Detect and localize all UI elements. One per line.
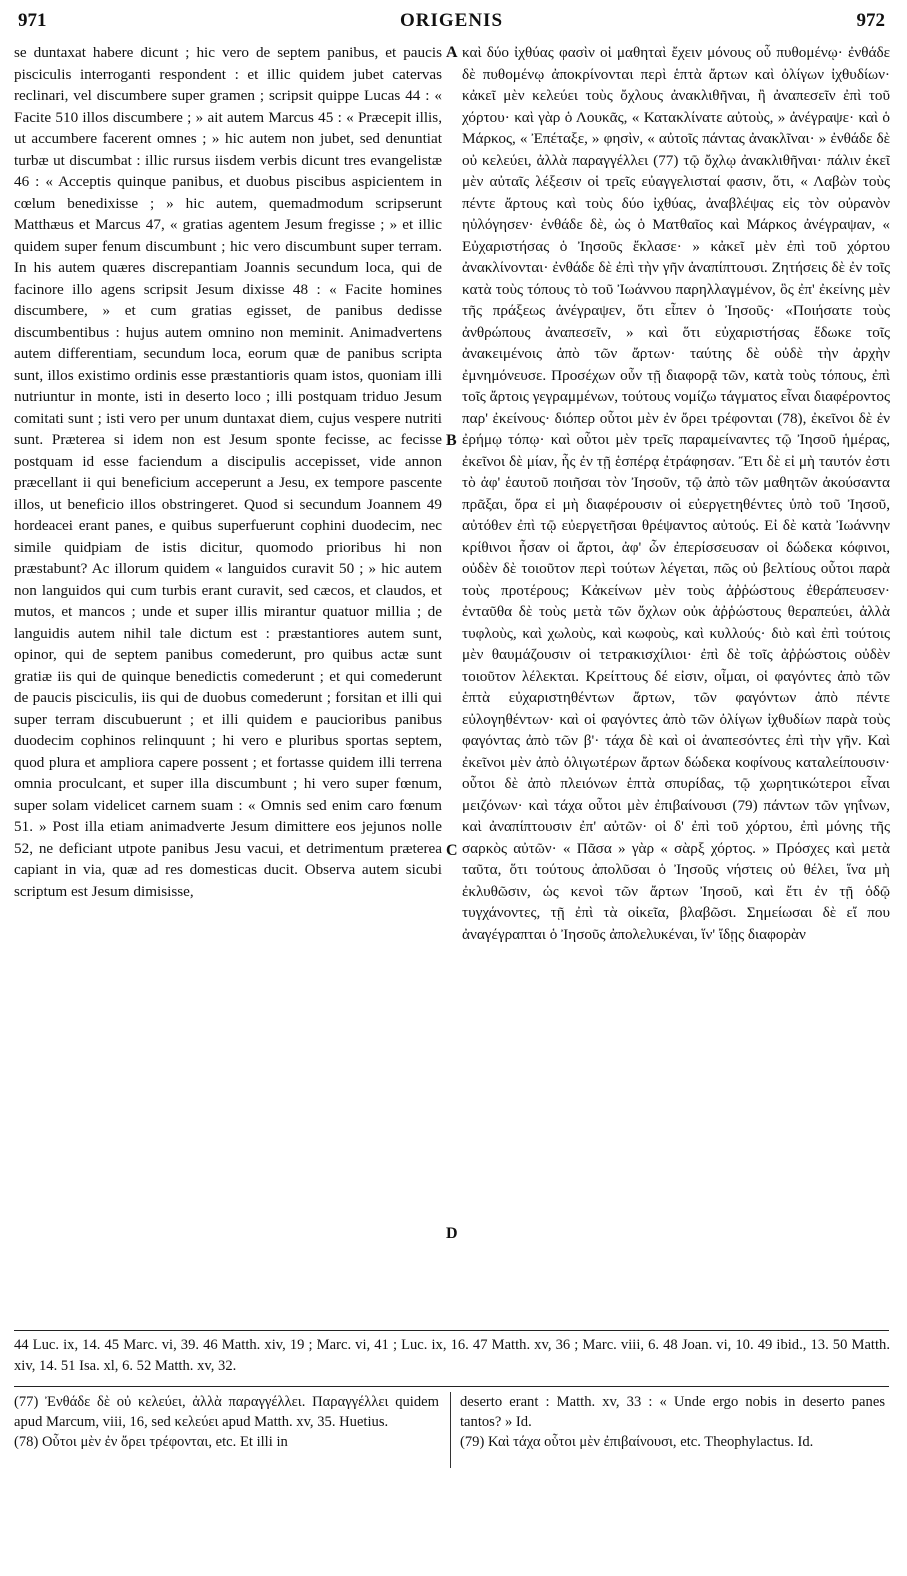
greek-text: καὶ δύο ἰχθύας φασὶν οἱ μαθηταὶ ἔχειν μόνους οὗ πυθομένῳ· ἐνθάδε δὲ πυθομένῳ ἀποκρίνονται περὶ ἑπτὰ ἄρτων καὶ ὀλίγων ἰχθυδίων· κἀκεῖ μὲν κελεύει τοὺς ὄχλους ἀνακλιθῆναι, ἢ ἀναπεσεῖν ἐπὶ τοῦ χόρτου· καὶ γὰρ ὁ Λουκᾶς, « Κατακλίνατε αὐτοὺς, » ἀνέγραψε· καὶ ὁ Μάρκος, « Ἐπέταξε, » φησὶν, « αὐτοῖς πάντας ἀνακλῖναι· » ἐνθάδε δὲ οὐ κελεύει, ἀλλὰ παραγγέλλει (77) τῷ ὄχλῳ ἀνακλιθῆναι· πάλιν ἐκεῖ μὲν αὐταῖς λέξεσιν οἱ τρεῖς εὐαγγελισταί φασιν, ὅτι, « Λαβὼν τοὺς πέντε ἄρτους καὶ τοὺς δύο ἰχθύας, ἀναβλέψας εἰς τὸν οὐρανὸν ηὐλόγησεν· ἐνθάδε δὲ, ὡς ὁ Ματθαῖος καὶ Μάρκος ἀνέγραψαν, « Εὐχαριστήσας ὁ Ἰησοῦς ἔκλασε· » κἀκεῖ μὲν ἐπὶ τοῦ χόρτου ἀνακλίνονται· ἐνθάδε δὲ ἐπὶ τὴν γῆν ἀναπίπτουσι. Ζητήσεις δὲ ἐν τοῖς κατὰ τοὺς τόπους τὸ τοῦ Ἰωάννου παρηλλαγμένον, ὃς ἐπ' ἐκείνης μὲν τῆς πράξεως ἀνέγραψεν, ὅτι εἶπεν ὁ Ἰησοῦς· «Ποιήσατε τοὺς ἀνθρώπους ἀναπεσεῖν, » καὶ ὅτι εὐχαριστήσας ἔδωκε τοῖς ἀνακειμένοις ἀπὸ τῶν ἄρτων· ταύτης δὲ οὐδὲ τὴν ἀρχὴν ἐμνημόνευσε. Προσέχων οὖν τῇ διαφορᾷ τῶν, κατὰ τοὺς τόπους, ἐπὶ τοῖς ἄρτοις γεγραμμένων, τούτους νομίζω τάγματος εἶναι διαφέροντος παρ' ἐκείνους· διόπερ οὗτοι μὲν ἐν ὄρει τρέφονται (78), ἐκεῖνοι δὲ ἐν ἐρήμῳ τόπῳ· καὶ οὗτοι μὲν τρεῖς παραμείναντες τῷ Ἰησοῦ ἡμέρας, ἐκεῖνοι δὲ μίαν, ἧς ἐν τῇ ἑσπέρᾳ ἐτράφησαν. Ἔτι δὲ εἰ μὴ ταυτόν ἐστι τὸ ἀφ' ἑαυτοῦ ποιῆσαι τὸν Ἰησοῦν, τῷ ἀπὸ τῶν μαθητῶν ἀκούσαντα πρᾶξαι, ὅρα εἰ μὴ διαφέρουσιν οἱ εὐεργετηθέντες ὑπὸ τοῦ Ἰησοῦ, αὐτόθεν ἐπὶ τῷ εὐεργετῆσαι θρέψαντος αὐτούς. Εἰ δὲ κατὰ Ἰωάννην κρίθινοι ἦσαν οἱ ἄρτοι, ἀφ' ὧν ἐπερίσσευσαν οἱ δώδεκα κόφινοι, οὐδὲν δὲ τοιοῦτον περὶ τούτων λέγεται, πῶς οὐ βελτίους οὗτοι παρὰ τοὺς προτέρους; Κἀκείνων μὲν τοὺς ἀῤῥώστους ἐθεράπευσεν· ἐνταῦθα δὲ τοὺς μετὰ τῶν ὄχλων οὐκ ἀῤῥώστους θεραπεύει, ἀλλὰ τυφλοὺς, καὶ χωλοὺς, καὶ κωφοὺς, καὶ κυλλούς· διὸ καὶ ἐπὶ τούτοις μὲν θαυμάζουσιν οἱ τετρακισχίλιοι· ἐπὶ δὲ τοῖς ἀῤῥώστοις οὐδὲν τοιοῦτον λέλεκται. Κρείττους δέ εἰσιν, οἶμαι, οἱ φαγόντες ἀπὸ τῶν ἑπτὰ εὐχαριστηθέντων ἄρτων, τῶν φαγόντων ἀπὸ πέντε εὐλογηθέντων· καὶ οἱ φαγόντες ἀπὸ τῶν ὀλίγων ἰχθυδίων παρὰ τοὺς φαγόντας ἀπὸ τῶν β'· τάχα δὲ καὶ οἱ ἀναπεσόντες ἐπὶ τὴν γῆν. Καὶ ἐκεῖνοι μὲν ἀπὸ ὀλιγωτέρων ἄρτων δώδεκα κοφίνους καταλείπουσιν· οὗτοι δὲ ἀπὸ πλειόνων ἑπτὰ σπυρίδας, τῷ χωρητικώτεροι εἶναι μειζόνων· καὶ τάχα οὗτοι μὲν ἐπιβαίνουσι (79) πάντων τῶν γηΐνων, καὶ ἀναπίπτουσιν ἐπ' αὐτῶν· οἱ δ' ἐπὶ τοῦ χόρτου, ἐπὶ μόνης τῆς σαρκὸς αὐτῶν· « Πᾶσα » γὰρ « σὰρξ χόρτος. » Πρόσχες καὶ μετὰ ταῦτα, ὅτι τούτους ἀπολῦσαι ὁ Ἰησοῦς νήστεις οὐ θέλει, ἵνα μὴ ἐκλυθῶσιν, ὡς κενοὶ τῶν ἄρτων Ἰησοῦ, καὶ ἔτι ἐν τῇ ὁδῷ τυγχάνοντες, τῇ ἐπὶ τὰ οἰκεῖα, βλαβῶσι. Σημείωσαι δὲ εἴ που ἀναγέγραπται ὁ Ἰησοῦς ἀπολελυκέναι, ἵν' ἴδῃς διαφορὰν (462, 44, 890, 943)
margin-letter-c: C (446, 842, 458, 859)
footnote-column-divider (450, 1392, 451, 1468)
latin-column (14, 42, 442, 1322)
references-rule (14, 1330, 889, 1331)
references-text: 44 Luc. ix, 14. 45 Marc. vi, 39. 46 Matth. xiv, 19 ; Marc. vi, 41 ; Luc. ix, 16. 47 Matth. xv, 36 ; Marc. viii, 6. 48 Joan. vi, 10. 49 ibid., 13. 50 Matth. xiv, 14. 51 Isa. xl, 6. 52 Matth. xv, 32. (14, 1337, 890, 1374)
margin-letter-b: B (446, 432, 457, 449)
page-number-right: 972 (856, 10, 885, 31)
latin-text: se duntaxat habere dicunt ; hic vero de septem panibus, et paucis pisciculis interroganti respondent : et illic quidem jubet catervas reclinari, vel discumbere super gramen ; scripsit quippe Lucas 44 : « Facite 510 illos discumbere ; » ait autem Marcus 45 : « Præcepit illis, ut accumbere facerent omnes ; » hic autem non jubet, sed denuntiat turbæ ut discumbat : illic rursus iisdem verbis dicunt tres evangelistæ 46 : « Acceptis quinque panibus, et duobus piscibus aspicientem in cœlum benedixisse ; » hic autem, quemadmodum scripserunt Matthæus et Marcus 47, « gratias agentem Jesum fregisse ; » et illic quidem super fenum discumbunt ; hic vero discumbunt super terram. In his autem quæres discrepantiam Joannis secundum loca, qui de facinore illo agens scripsit Jesum dixisse 48 : « Facite homines discumbere, » et cum gratias egisset, de panibus dedisse discumbentibus : hujus autem omnino non meminit. Animadvertens autem differentiam, secundum loca, eorum quæ de panibus scripta sunt, illos existimo ordinis esse præstantioris quam istos, quoniam illi nutriuntur in monte, isti in deserto loco ; illi postquam triduo Jesum comitati sunt ; isti vero per unum duntaxat diem, cujus vespere nutriti sunt. Præterea si idem non est Jesum sponte fecisse, ac fecisse postquam id esse faciendum a discipulis accepisset, vide annon præcellant ii qui beneficium acceperunt a Jesu, ex tempore pascente illos, ut beneficio illos obstringeret. Quod si secundum Joannem 49 hordeacei erant panes, e quibus superfuerunt cophini duodecim, nec simile quidpiam de istis dicitur, quomodo prioribus hi non præstabunt? Ac illorum quidem « languidos curavit 50 ; » hic autem non languidos qui cum turbis erant curavit, sed cæcos, et claudos, et mutos, et mancos ; unde et super illis mirantur quatuor millia ; de languidis autem nihil tale dictum est : præstantiores autem sunt, opinor, qui de septem panibus comederunt, pro quibus actæ sunt gratiæ iis qui de quinque benedictis comederunt ; et qui comederunt de paucis pisciculis, iis qui de duobus comederunt ; forsitan et illi qui super terram discubuerunt ; et illi quidem e paucioribus panibus duodecim cophinos relinquunt ; hi vero e pluribus sportas septem, quod plura et ampliora capere possent ; et fortasse quidem illi terrena omnia proculcant, et super illa discumbunt ; hi vero super fœnum, super solam videlicet carnem suam : « Omnis sed enim caro fœnum 51. » Post illa etiam animadverte Jesum dimittere eos jejunos nolle 52, ne deficiant utpote panibus Jesu vacui, et detrimentum præterea capiant in via, quæ ad res domesticas ducit. Observa autem sicubi scriptum est Jesum dimisisse, (14, 44, 442, 900)
margin-letter-d: D (446, 1225, 458, 1242)
footnotes-left (14, 1392, 439, 1452)
scripture-references (14, 1335, 890, 1377)
page-header (18, 10, 885, 40)
footnote-77: (77) Ἐνθάδε δὲ οὐ κελεύει, ἀλλὰ παραγγέλλει. Παραγγέλλει quidem apud Marcum, viii, 16, sed κελεύει apud Matth. xv, 35. Huetius. (14, 1394, 439, 1430)
margin-letter-a: A (446, 44, 458, 61)
running-title: ORIGENIS (399, 10, 504, 31)
footnote-78-continued: deserto erant : Matth. xv, 33 : « Unde ergo nobis in deserto panes tantos? » Id. (460, 1394, 885, 1430)
footnotes-right (460, 1392, 885, 1452)
greek-column (462, 42, 890, 1322)
page-number-left: 971 (18, 10, 47, 31)
footnotes-rule (14, 1386, 889, 1387)
footnote-78: (78) Οὗτοι μὲν ἐν ὄρει τρέφονται, etc. Et illi in (14, 1434, 288, 1450)
footnote-79: (79) Καὶ τάχα οὗτοι μὲν ἐπιβαίνουσι, etc. Theophylactus. Id. (460, 1434, 814, 1450)
